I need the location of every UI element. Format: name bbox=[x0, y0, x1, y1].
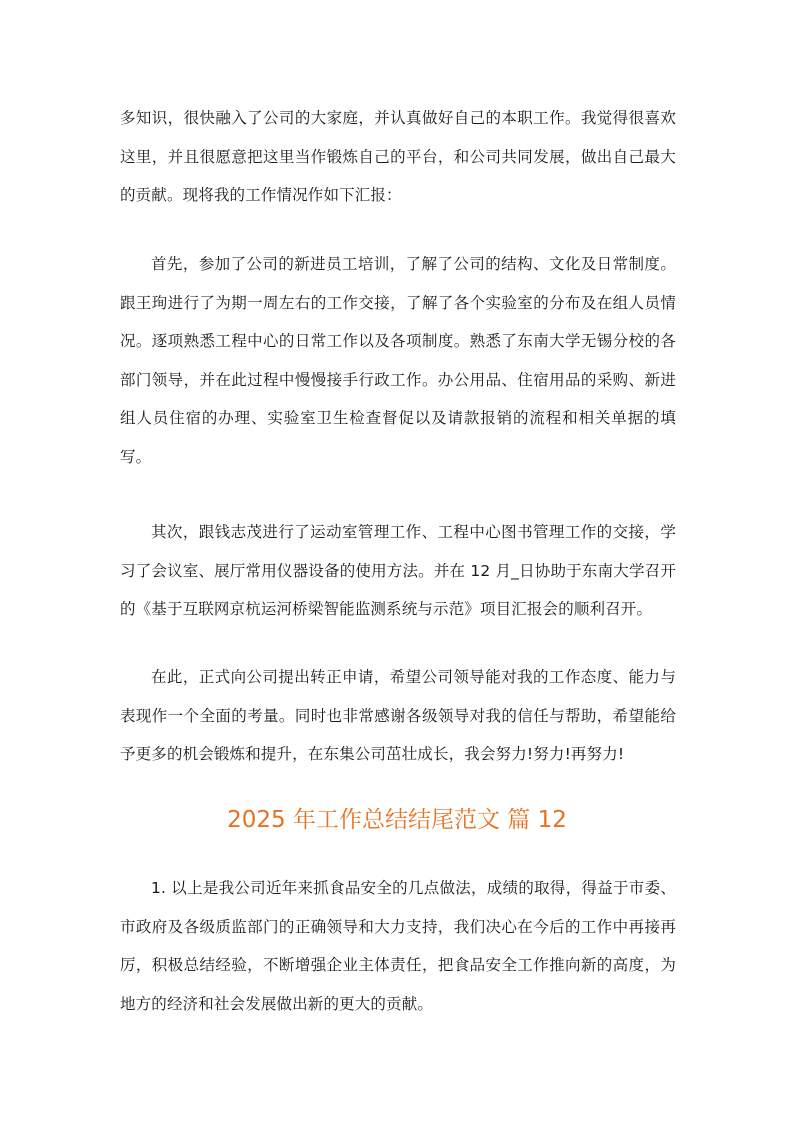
body-paragraph-3: 其次，跟钱志茂进行了运动室管理工作、工程中心图书管理工作的交接，学习了会议室、展厅常用仪器设备的使用方法。并在 12 月_日协助于东南大学召开的《基于互联网京杭运河桥梁智能监测系统与示范》项目汇报会的顺利召开。 bbox=[120, 523, 676, 618]
body-paragraph-4: 在此，正式向公司提出转正申请，希望公司领导能对我的工作态度、能力与表现作一个全面的考量。同时也非常感谢各级领导对我的信任与帮助，希望能给予更多的机会锻炼和提升，在东集公司茁壮成长，我会努力!努力!再努力! bbox=[120, 668, 676, 763]
section-paragraph-1: 1. 以上是我公司近年来抓食品安全的几点做法，成绩的取得，得益于市委、市政府及各级质监部门的正确领导和大力支持，我们决心在今后的工作中再接再厉，积极总结经验，不断增强企业主体责任，把食品安全工作推向新的高度，为地方的经济和社会发展做出新的更大的贡献。 bbox=[120, 879, 676, 1013]
body-paragraph-1: 多知识，很快融入了公司的大家庭，并认真做好自己的本职工作。我觉得很喜欢这里，并且很愿意把这里当作锻炼自己的平台，和公司共同发展，做出自己最大的贡献。现将我的工作情况作如下汇报： bbox=[120, 109, 676, 204]
section-heading: 2025 年工作总结结尾范文 篇 12 bbox=[227, 807, 567, 833]
body-paragraph-2: 首先，参加了公司的新进员工培训，了解了公司的结构、文化及日常制度。跟王珣进行了为期一周左右的工作交接，了解了各个实验室的分布及在组人员情况。逐项熟悉工程中心的日常工作以及各项制度。熟悉了东南大学无锡分校的各部门领导，并在此过程中慢慢接手行政工作。办公用品、住宿用品的采购、新进组人员住宿的办理、实验室卫生检查督促以及请款报销的流程和相关单据的填写。 bbox=[120, 255, 676, 466]
